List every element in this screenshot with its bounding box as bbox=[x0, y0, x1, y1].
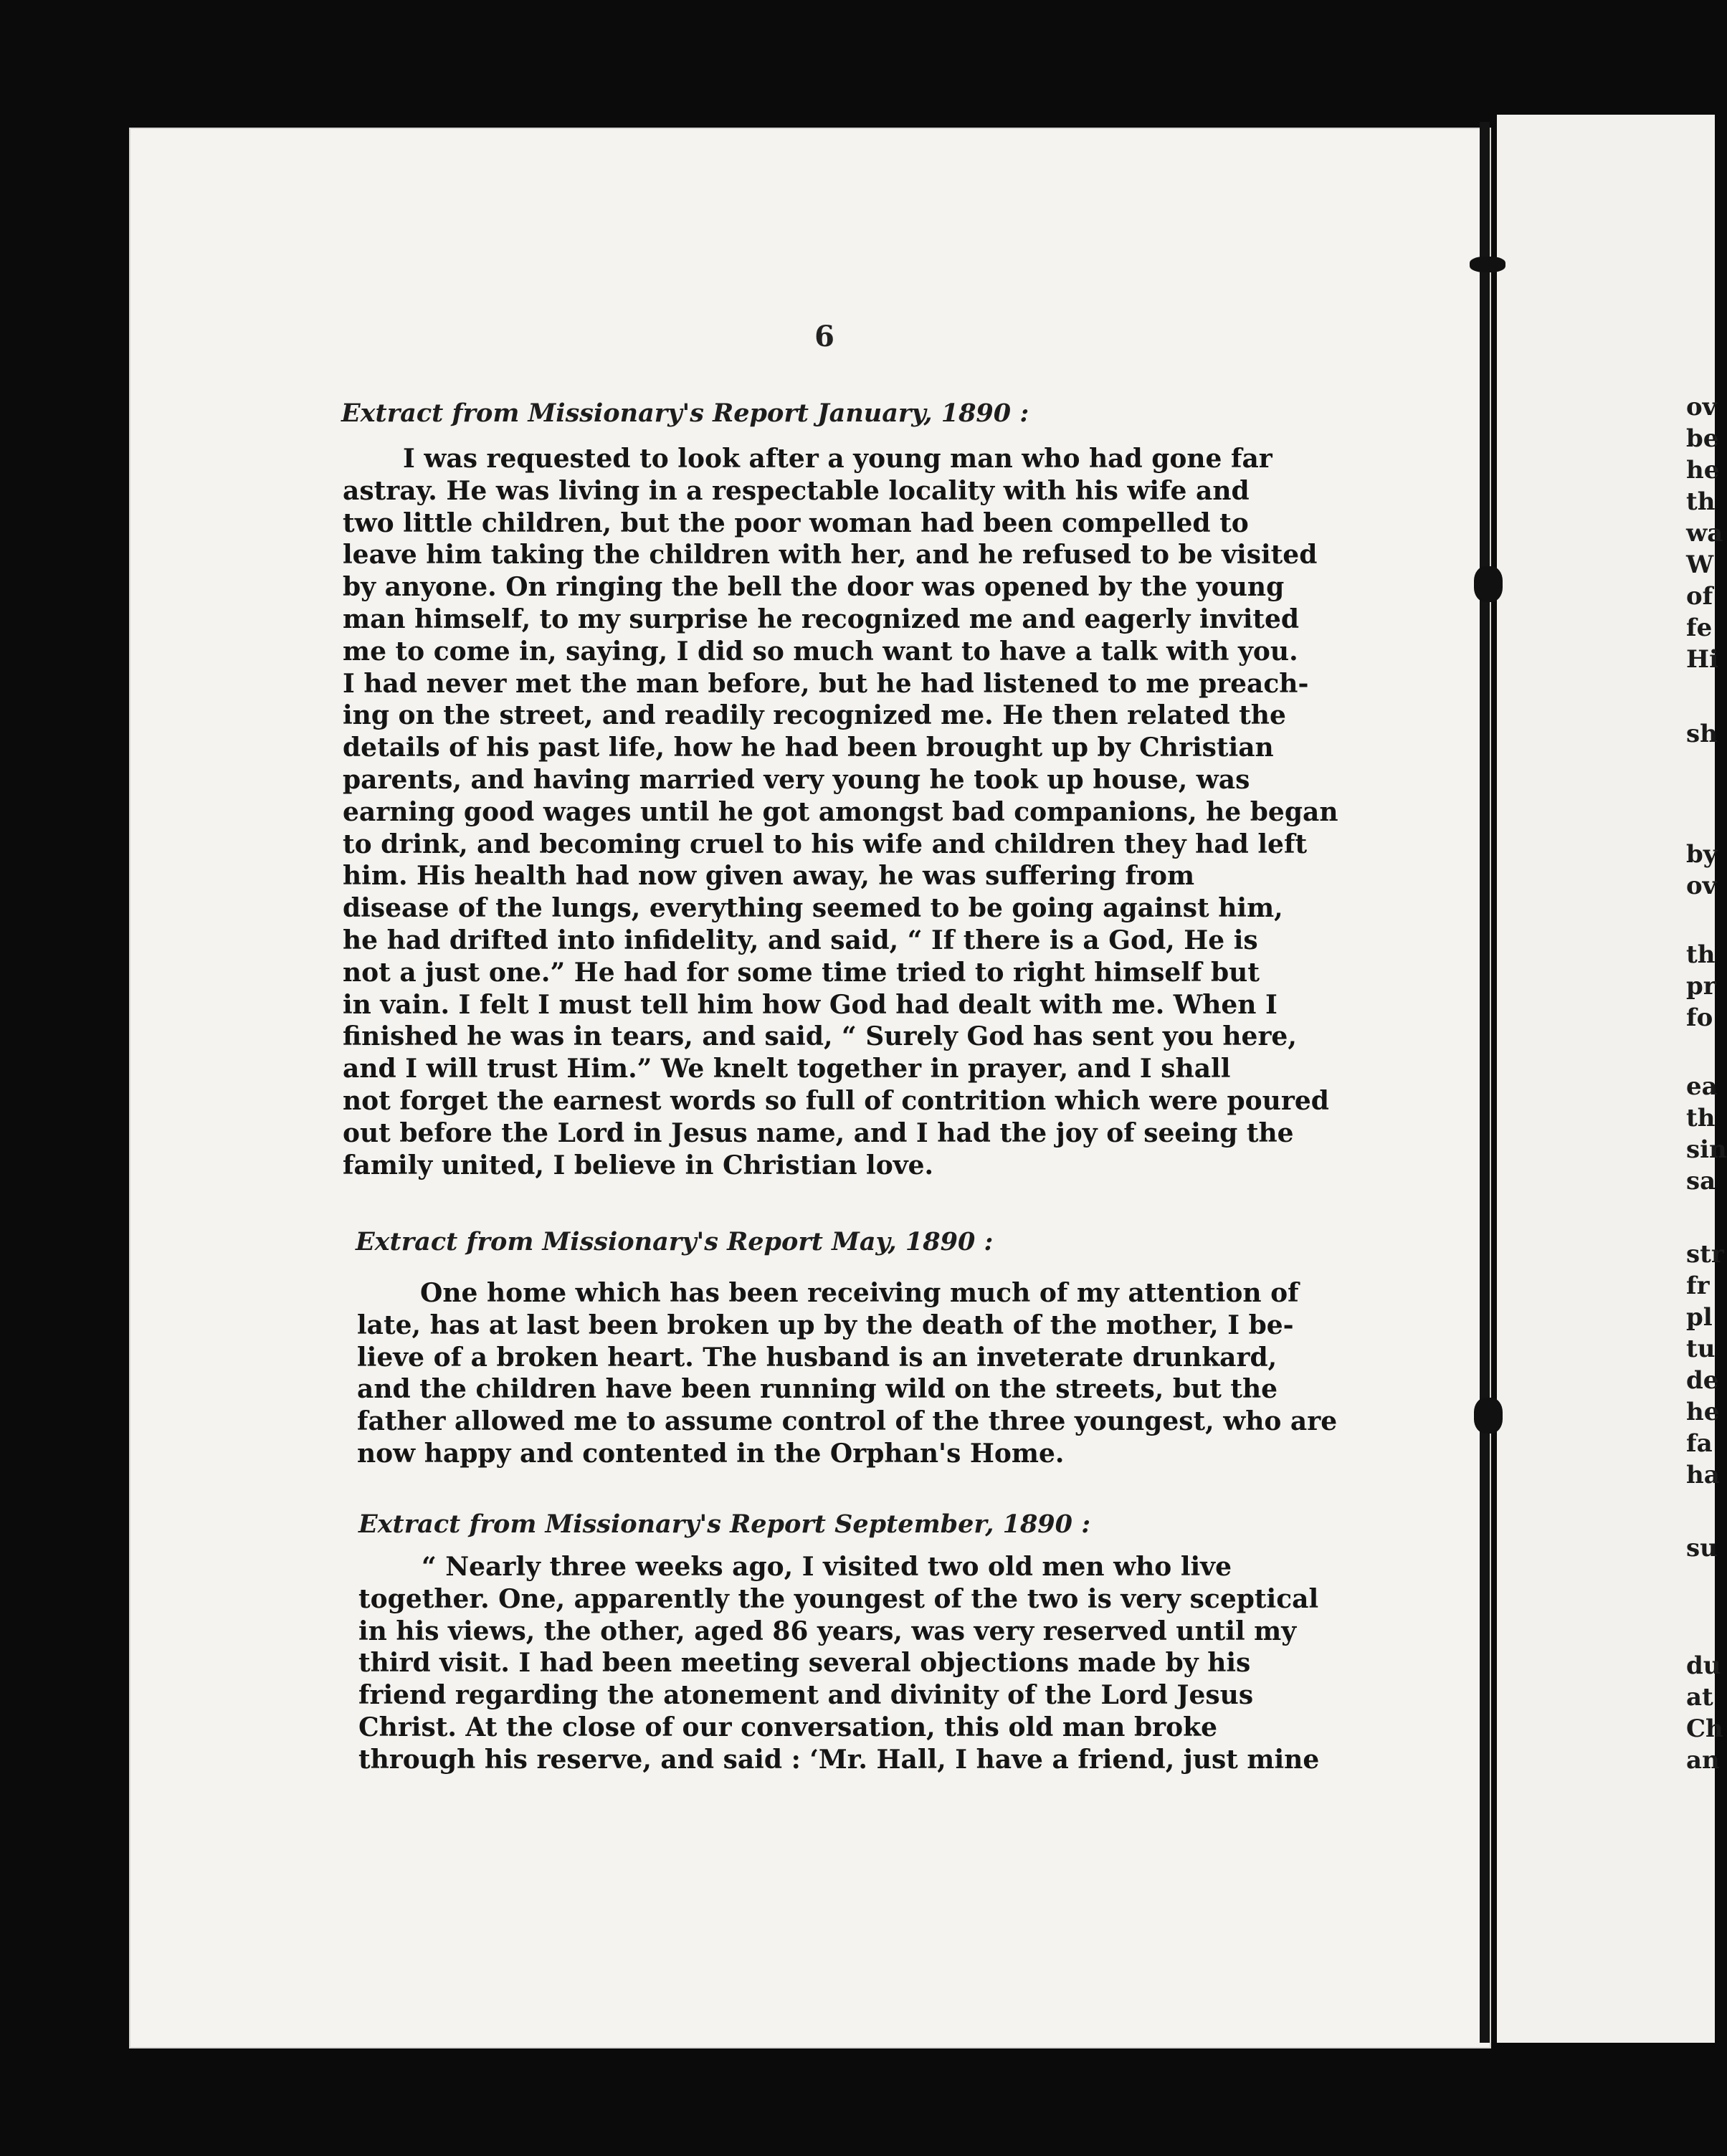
text-line: “ Nearly three weeks ago, I visited two old men who live bbox=[422, 1552, 1232, 1582]
text-line: he had drifted into infidelity, and said, “ If there is a God, He is bbox=[343, 925, 1258, 955]
text-line: leave him taking the children with her, and he refused to be visited bbox=[343, 540, 1318, 571]
text-line: family united, I believe in Christian love. bbox=[343, 1150, 934, 1180]
text-line: together. One, apparently the youngest of the two is very sceptical bbox=[358, 1583, 1319, 1614]
text-line: astray. He was living in a respectable locality with his wife and bbox=[343, 475, 1250, 506]
facing-page-fragment: be bbox=[1686, 424, 1719, 453]
facing-page-fragment: ea bbox=[1686, 1072, 1718, 1101]
text-line: parents, and having married very young he took up house, was bbox=[343, 764, 1250, 795]
text-line: ing on the street, and readily recognized me. He then related the bbox=[343, 700, 1286, 731]
facing-page-fragment: of bbox=[1686, 582, 1713, 611]
facing-page-fragment: th bbox=[1686, 487, 1716, 516]
text-line: I had never met the man before, but he had listened to me preach- bbox=[343, 668, 1309, 699]
facing-page-fragment: ov bbox=[1686, 872, 1717, 900]
text-line: friend regarding the atonement and divinity of the Lord Jesus bbox=[358, 1680, 1254, 1711]
facing-page-fragment: sh bbox=[1686, 720, 1718, 748]
facing-page-fragment: sa bbox=[1686, 1167, 1716, 1196]
page-number: 6 bbox=[814, 320, 834, 353]
facing-page-fragment: wa bbox=[1686, 519, 1723, 548]
facing-page-fragment: he bbox=[1686, 456, 1720, 485]
text-line: by anyone. On ringing the bell the door was opened by the young bbox=[343, 572, 1285, 603]
text-line: One home which has been receiving much of my attention of bbox=[420, 1278, 1299, 1308]
facing-page-fragment: W bbox=[1686, 550, 1714, 579]
text-line: him. His health had now given away, he was suffering from bbox=[343, 861, 1195, 892]
text-line: I was requested to look after a young man who had gone far bbox=[403, 444, 1272, 474]
text-line: lieve of a broken heart. The husband is an inveterate drunkard, bbox=[357, 1342, 1278, 1373]
facing-page-fragment: at bbox=[1686, 1683, 1713, 1712]
text-line: in vain. I felt I must tell him how God had dealt with me. When I bbox=[343, 989, 1278, 1020]
text-line: two little children, but the poor woman had been compelled to bbox=[343, 507, 1249, 538]
text-line: now happy and contented in the Orphan's Home. bbox=[357, 1438, 1065, 1469]
text-line: to drink, and becoming cruel to his wife and children they had left bbox=[343, 829, 1308, 859]
section-heading: Extract from Missionary's Report September, 1890 : bbox=[358, 1509, 1091, 1539]
facing-page-fragment: tu bbox=[1686, 1335, 1716, 1363]
text-line: out before the Lord in Jesus name, and I had the joy of seeing the bbox=[343, 1117, 1294, 1148]
facing-page-fragment: ov bbox=[1686, 393, 1717, 421]
facing-page-fragment: Hi bbox=[1686, 645, 1719, 674]
text-line: and the children have been running wild on the streets, but the bbox=[357, 1374, 1278, 1405]
facing-page-fragment: pr bbox=[1686, 972, 1716, 1001]
facing-page-fragment: sin bbox=[1686, 1135, 1727, 1164]
facing-page-fragment: fa bbox=[1686, 1429, 1713, 1458]
text-line: third visit. I had been meeting several objections made by his bbox=[358, 1648, 1251, 1679]
text-line: earning good wages until he got amongst bad companions, he began bbox=[343, 796, 1338, 827]
facing-page-fragment: an bbox=[1686, 1746, 1720, 1775]
text-line: in his views, the other, aged 86 years, was very reserved until my bbox=[358, 1616, 1297, 1646]
text-line: through his reserve, and said : ‘Mr. Hall, I have a friend, just mine bbox=[358, 1744, 1320, 1775]
facing-page-fragment: th bbox=[1686, 940, 1716, 969]
text-line: not forget the earnest words so full of contrition which were poured bbox=[343, 1085, 1329, 1116]
text-line: details of his past life, how he had been brought up by Christian bbox=[343, 733, 1274, 763]
facing-page-fragment: by bbox=[1686, 840, 1718, 869]
text-line: man himself, to my surprise he recognized me and eagerly invited bbox=[343, 604, 1300, 634]
facing-page-fragment: fo bbox=[1686, 1003, 1713, 1032]
facing-page-fragment: Ch bbox=[1686, 1714, 1723, 1743]
text-line: late, has at last been broken up by the death of the mother, I be- bbox=[357, 1310, 1294, 1340]
facing-page-fragment: du bbox=[1686, 1651, 1721, 1680]
facing-page-fragment: th bbox=[1686, 1104, 1716, 1132]
text-line: me to come in, saying, I did so much want to have a talk with you. bbox=[343, 636, 1298, 667]
text-line: finished he was in tears, and said, “ Surely God has sent you here, bbox=[343, 1021, 1297, 1052]
facing-page-fragment: fe bbox=[1686, 614, 1713, 642]
text-line: disease of the lungs, everything seemed to be going against him, bbox=[343, 893, 1283, 924]
facing-page-fragment: ha bbox=[1686, 1461, 1720, 1489]
text-line: father allowed me to assume control of the three youngest, who are bbox=[357, 1406, 1338, 1437]
text-line: Christ. At the close of our conversation, this old man broke bbox=[358, 1712, 1218, 1742]
facing-page-fragment: fr bbox=[1686, 1272, 1710, 1300]
facing-page-fragment: str bbox=[1686, 1240, 1724, 1269]
facing-page-fragment: pl bbox=[1686, 1303, 1713, 1332]
section-heading: Extract from Missionary's Report May, 1890 : bbox=[356, 1227, 994, 1256]
text-line: and I will trust Him.” We knelt together in prayer, and I shall bbox=[343, 1054, 1231, 1084]
text-line: not a just one.” He had for some time tried to right himself but bbox=[343, 957, 1260, 988]
section-heading: Extract from Missionary's Report January, 1890 : bbox=[341, 399, 1029, 428]
facing-page-fragment: de bbox=[1686, 1366, 1719, 1395]
facing-page-fragment: su bbox=[1686, 1534, 1718, 1563]
facing-page-fragment: he bbox=[1686, 1398, 1720, 1426]
